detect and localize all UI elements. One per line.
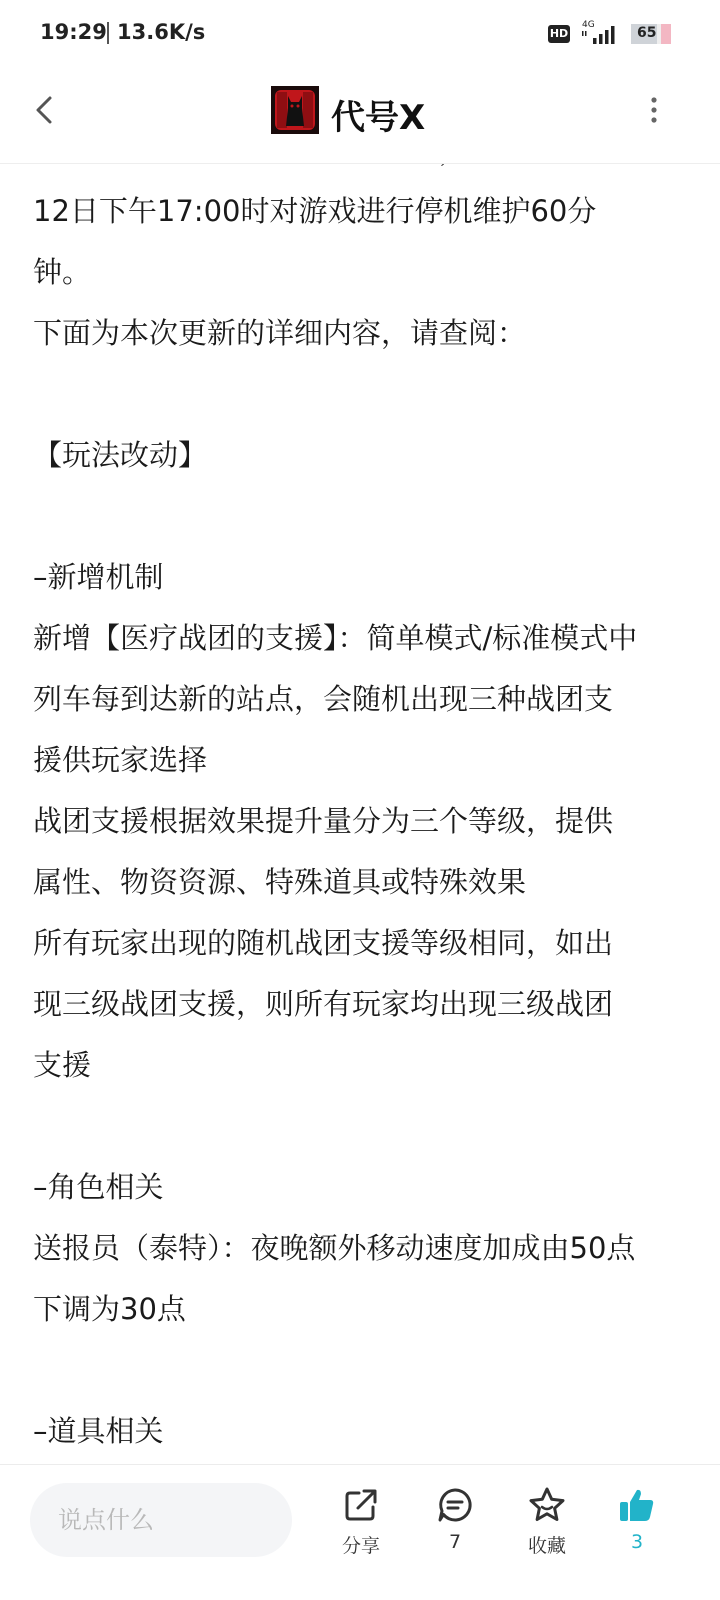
status-network-speed: 13.6K/s: [117, 20, 206, 44]
article-paragraph: 所有玩家出现的随机战团支援等级相同，如出: [33, 926, 614, 960]
thumbs-up-icon: [617, 1485, 657, 1525]
hd-icon: HD: [548, 25, 570, 43]
network-type-label: 4G: [582, 20, 595, 30]
article-paragraph: 【玩法改动】: [33, 438, 208, 472]
comment-input[interactable]: [30, 1483, 292, 1557]
article-paragraph: 钟。: [33, 255, 92, 289]
article-content: [0, 164, 720, 1464]
comment-button[interactable]: [410, 1479, 500, 1579]
battery-tip: [661, 24, 671, 44]
article-paragraph: 下调为30点: [33, 1292, 186, 1326]
share-icon: [341, 1485, 381, 1525]
chevron-left-icon[interactable]: [24, 88, 68, 132]
comment-count: 7: [448, 1531, 462, 1553]
share-label: 分享: [341, 1535, 380, 1557]
article-paragraph: 新增【医疗战团的支援】：简单模式/标准模式中: [33, 621, 638, 655]
blank-line: [33, 1096, 693, 1157]
article-body: [33, 120, 693, 1462]
comment-icon: [435, 1485, 475, 1525]
status-separator: [107, 22, 109, 44]
favorite-label: 收藏: [527, 1535, 566, 1557]
blank-line: [33, 364, 693, 425]
article-paragraph: 属性、物资资源、特殊道具或特殊效果: [33, 865, 527, 899]
article-paragraph: –新增机制: [33, 560, 164, 594]
share-button[interactable]: [316, 1479, 406, 1579]
app-header: [0, 68, 720, 164]
game-logo-icon: [271, 86, 319, 134]
battery-level: 65: [637, 25, 657, 41]
more-vertical-icon[interactable]: [632, 88, 676, 132]
article-paragraph: 援供玩家选择: [33, 743, 208, 777]
status-time: 19:29: [40, 20, 107, 44]
bottom-action-bar: [0, 1464, 720, 1600]
article-paragraph: 12日下午17:00时对游戏进行停机维护60分: [33, 194, 597, 228]
article-paragraph: 列车每到达新的站点，会随机出现三种战团支: [33, 682, 614, 716]
article-paragraph: 支援: [33, 1048, 92, 1082]
article-paragraph: –道具相关: [33, 1414, 164, 1448]
article-paragraph: 送报员（泰特）：夜晚额外移动速度加成由50点: [33, 1231, 636, 1265]
article-paragraph: 战团支援根据效果提升量分为三个等级，提供: [33, 804, 614, 838]
like-count: 3: [630, 1531, 644, 1553]
article-paragraph: –角色相关: [33, 1170, 164, 1204]
article-paragraph: 下面为本次更新的详细内容，请查阅：: [33, 316, 527, 350]
blank-line: [33, 1340, 693, 1401]
battery-icon: [631, 24, 671, 44]
status-bar: [0, 0, 720, 68]
like-button[interactable]: [592, 1479, 682, 1579]
article-paragraph: 现三级战团支援，则所有玩家均出现三级战团: [33, 987, 614, 1021]
page-title: 代号X: [331, 98, 426, 138]
favorite-button[interactable]: [502, 1479, 592, 1579]
blank-line: [33, 486, 693, 547]
signal-icon: [580, 18, 622, 46]
star-icon: [527, 1485, 567, 1525]
